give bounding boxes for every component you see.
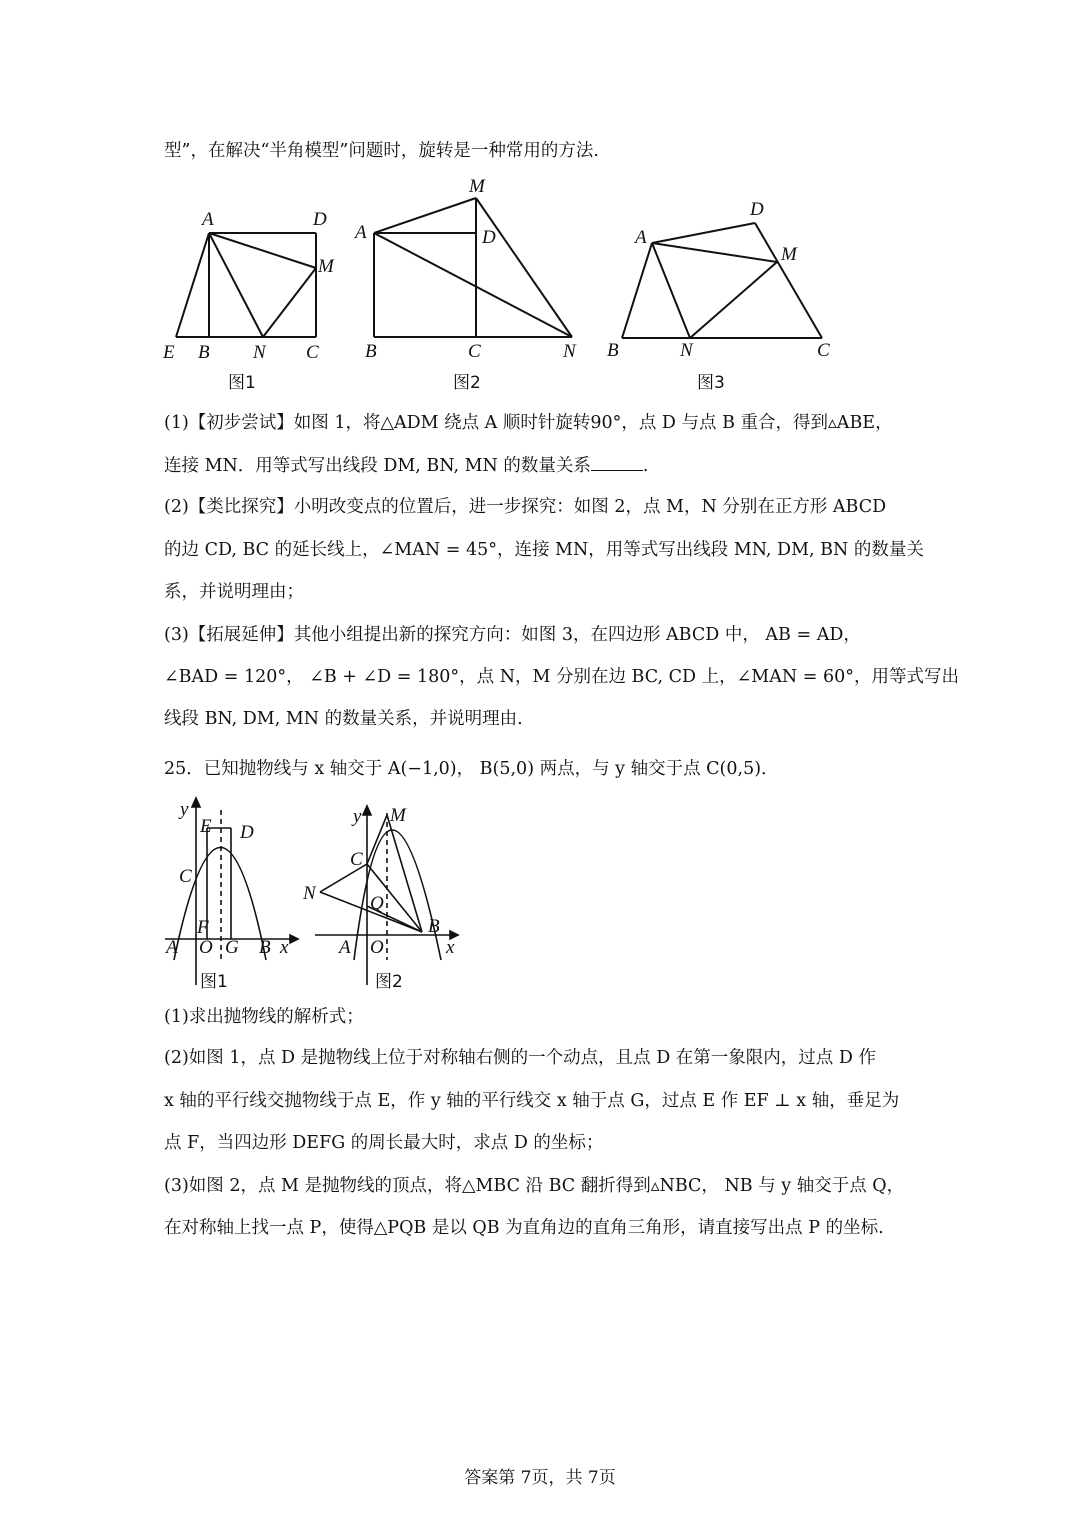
q25f1-label-x: x [280,937,289,958]
fig3-seg-AN [652,243,690,338]
fig3-label-B: B [607,340,619,361]
fig2-label-C: C [468,341,481,362]
q25f2-seg-MC [367,815,387,864]
q25f1-label-B: B [259,937,271,958]
q25-figure-2 [300,795,470,999]
q25f2-label-y: y [353,806,362,827]
fig3-label-C: C [817,340,830,361]
q25f2-label-O: O [370,937,384,958]
q25f1-label-G: G [225,937,239,958]
q24-part1-line2-end: . [642,456,649,476]
q24-part3-line2: ∠BAD = 120°， ∠B + ∠D = 180°，点 N，M 分别在边 BC, CD 上，∠MAN = 60°，用等式写出 [164,667,959,687]
fig1-label-N: N [253,342,266,363]
fig1-label-C: C [306,342,319,363]
q25-figure-1 [160,795,310,999]
q25f1-label-y: y [180,799,189,820]
q24-part3-line1: (3)【拓展延伸】其他小组提出新的探究方向：如图 3，在四边形 ABCD 中， AB = AD， [164,625,861,645]
q24-part2-line2: 的边 CD, BC 的延长线上，∠MAN = 45°，连接 MN，用等式写出线段 MN, DM, BN 的数量关 [164,540,924,560]
fig1-seg-AE [176,233,209,337]
q25f1-parabola [174,848,266,961]
q25f2-label-M: M [390,805,406,826]
q25-part2-line2: x 轴的平行线交抛物线于点 E，作 y 轴的平行线交 x 轴于点 G，过点 E 作 EF ⊥ x 轴，垂足为 [164,1091,900,1111]
figure-1-svg [160,190,360,400]
q25f1-x-arrow [290,935,298,943]
intro-text: 型”，在解决“半角模型”问题时，旋转是一种常用的方法. [164,141,599,161]
fig2-label-B: B [365,341,377,362]
q25f1-label-E: E [200,816,212,837]
fig3-caption: 图3 [697,373,725,393]
answer-blank [591,452,643,471]
fig2-label-N: N [563,341,576,362]
q25f1-label-A: A [166,937,178,958]
fig3-label-N: N [680,340,693,361]
fig3-seg-NM [690,262,777,338]
q24-part1-line2-text: 连接 MN．用等式写出线段 DM, BN, MN 的数量关系 [164,456,591,476]
fig1-label-E: E [163,342,175,363]
q25-part1: (1)求出抛物线的解析式； [164,1007,364,1027]
fig2-caption: 图2 [453,373,481,393]
q25-part3-line2: 在对称轴上找一点 P，使得△PQB 是以 QB 为直角边的直角三角形，请直接写出点 P 的坐标. [164,1218,884,1238]
q25f2-y-arrow [363,806,371,815]
fig2-seg-AN [374,233,572,337]
fig3-label-D: D [750,199,764,220]
fig2-seg-MN [476,198,572,337]
q25f1-y-arrow [192,798,200,807]
q24-part1-line2 [164,452,924,479]
figure-1 [160,190,360,404]
fig3-seg-DC [755,223,822,338]
q25f1-label-C: C [179,866,192,887]
q25-part3-line1: (3)如图 2，点 M 是抛物线的顶点，将△MBC 沿 BC 翻折得到▵NBC， NB 与 y 轴交于点 Q， [164,1176,905,1196]
fig3-seg-AM [652,243,777,262]
q25f1-label-D: D [240,822,254,843]
figure-3 [600,190,840,404]
q25-stem: 25．已知抛物线与 x 轴交于 A(−1,0)， B(5,0) 两点，与 y 轴交于点 C(0,5)． [164,759,779,779]
q25f1-label-F: F [197,917,209,938]
q25f2-label-Q: Q [370,893,384,914]
q25f2-label-A: A [339,937,351,958]
q25-part2-line1: (2)如图 1，点 D 是抛物线上位于对称轴右侧的一个动点，且点 D 在第一象限内，过点 D 作 [164,1048,876,1068]
figure-2 [350,170,590,404]
q25f2-label-x: x [446,937,455,958]
q24-part2-line1: (2)【类比探究】小明改变点的位置后，进一步探究：如图 2，点 M，N 分别在正方形 ABCD [164,497,887,517]
fig2-seg-AM [374,198,476,233]
q25f2-label-B: B [428,916,440,937]
fig1-seg-NM [263,268,316,337]
q24-part2-line3: 系，并说明理由； [164,582,304,602]
q24-part3-line3: 线段 BN, DM, MN 的数量关系，并说明理由. [164,709,523,729]
q25f2-label-N: N [303,883,316,904]
fig1-label-B: B [198,342,210,363]
q25f2-caption: 图2 [375,972,403,992]
fig3-label-A: A [635,227,647,248]
fig1-label-A: A [202,209,214,230]
fig3-label-M: M [781,244,797,265]
q25-part2-line3: 点 F，当四边形 DEFG 的周长最大时，求点 D 的坐标； [164,1133,604,1153]
fig3-seg-AD [652,223,755,243]
fig3-seg-AB [622,243,652,338]
q25f2-label-C: C [350,849,363,870]
q25f1-label-O: O [199,937,213,958]
fig1-label-M: M [318,256,334,277]
fig2-label-M: M [469,176,485,197]
fig2-label-D: D [482,227,496,248]
figure-2-svg [350,170,590,400]
fig1-label-D: D [313,209,327,230]
q25f2-seg-MB [387,815,422,932]
q25-figure-1-svg [160,795,310,995]
q25-figure-2-svg [300,795,470,995]
q24-part1-line1: (1)【初步尝试】如图 1，将△ADM 绕点 A 顺时针旋转90°，点 D 与点 B 重合，得到▵ABE， [164,413,893,433]
fig1-caption: 图1 [228,373,256,393]
page-footer: 答案第 7页，共 7页 [464,1468,616,1488]
fig2-label-A: A [355,222,367,243]
q25f1-caption: 图1 [200,972,228,992]
figure-3-svg [600,190,840,400]
